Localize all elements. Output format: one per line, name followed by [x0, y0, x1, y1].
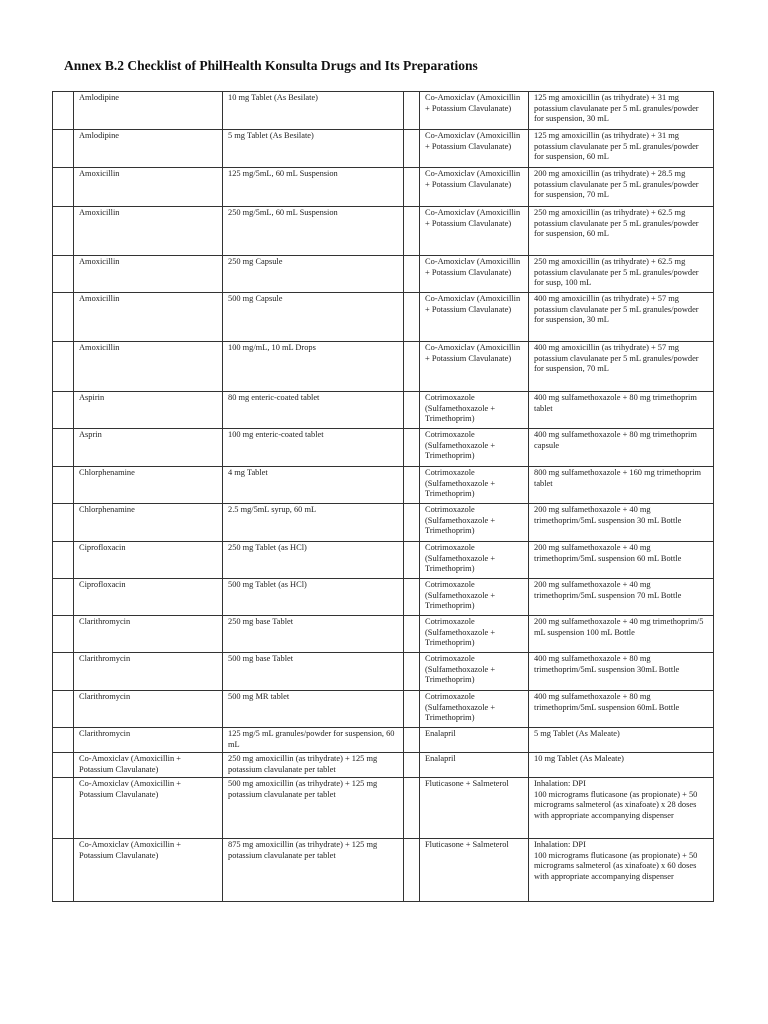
checkbox-cell [53, 168, 74, 207]
table-row [53, 392, 714, 429]
drug-name-cell: Enalapril [420, 728, 529, 753]
checkbox-cell [53, 293, 74, 342]
checkbox-cell [404, 467, 420, 504]
checkbox-cell [53, 92, 74, 130]
drug-preparation-cell: 250 mg amoxicillin (as trihydrate) + 62.5 mg potassium clavulanate per 5 mL granules/powder for susp, 100 mL [529, 256, 714, 293]
checkbox-cell [404, 256, 420, 293]
drug-name-cell: Amoxicillin [74, 207, 223, 256]
drug-preparation-cell: 5 mg Tablet (As Maleate) [529, 728, 714, 753]
drug-preparation-cell: 400 mg sulfamethoxazole + 80 mg trimethoprim capsule [529, 429, 714, 467]
drug-preparation-cell: 200 mg sulfamethoxazole + 40 mg trimethoprim/5mL suspension 30 mL Bottle [529, 504, 714, 542]
checkbox-cell [404, 616, 420, 653]
drug-name-cell: Cotrimoxazole (Sulfamethoxazole + Trimethoprim) [420, 429, 529, 467]
table-row [53, 168, 714, 207]
drug-name-cell: Ciprofloxacin [74, 542, 223, 579]
drug-name-cell: Co-Amoxiclav (Amoxicillin + Potassium Clavulanate) [74, 778, 223, 839]
drug-name-cell: Asprin [74, 429, 223, 467]
drug-preparation-cell: 125 mg/5 mL granules/powder for suspension, 60 mL [223, 728, 404, 753]
drug-preparation-cell: 200 mg sulfamethoxazole + 40 mg trimethoprim/5mL suspension 60 mL Bottle [529, 542, 714, 579]
drug-name-cell: Amoxicillin [74, 342, 223, 392]
drug-preparation-cell: 100 mg/mL, 10 mL Drops [223, 342, 404, 392]
drug-preparation-cell: 250 mg Capsule [223, 256, 404, 293]
checkbox-cell [404, 168, 420, 207]
table-row [53, 207, 714, 256]
drug-name-cell: Co-Amoxiclav (Amoxicillin + Potassium Clavulanate) [420, 92, 529, 130]
drug-name-cell: Co-Amoxiclav (Amoxicillin + Potassium Clavulanate) [420, 293, 529, 342]
checkbox-cell [53, 753, 74, 778]
drug-preparation-cell: 875 mg amoxicillin (as trihydrate) + 125 mg potassium clavulanate per tablet [223, 839, 404, 902]
checkbox-cell [53, 839, 74, 902]
checkbox-cell [53, 778, 74, 839]
drug-name-cell: Co-Amoxiclav (Amoxicillin + Potassium Clavulanate) [420, 207, 529, 256]
drug-preparation-cell: 125 mg/5mL, 60 mL Suspension [223, 168, 404, 207]
table-row [53, 342, 714, 392]
table-row [53, 653, 714, 691]
table-row [53, 542, 714, 579]
drug-preparation-cell: 250 mg Tablet (as HCl) [223, 542, 404, 579]
drug-name-cell: Chlorphenamine [74, 467, 223, 504]
drug-checklist-table [52, 91, 714, 902]
checkbox-cell [53, 691, 74, 728]
checkbox-cell [404, 92, 420, 130]
checkbox-cell [53, 429, 74, 467]
drug-name-cell: Co-Amoxiclav (Amoxicillin + Potassium Clavulanate) [74, 839, 223, 902]
checkbox-cell [404, 293, 420, 342]
checkbox-cell [404, 839, 420, 902]
checkbox-cell [53, 207, 74, 256]
drug-preparation-cell: 250 mg amoxicillin (as trihydrate) + 62.5 mg potassium clavulanate per 5 mL granules/powder for suspension, 60 mL [529, 207, 714, 256]
checkbox-cell [53, 130, 74, 168]
drug-preparation-cell: 250 mg amoxicillin (as trihydrate) + 125 mg potassium clavulanate per tablet [223, 753, 404, 778]
checkbox-cell [53, 616, 74, 653]
table-row [53, 429, 714, 467]
drug-preparation-cell: 400 mg sulfamethoxazole + 80 mg trimethoprim/5mL suspension 30mL Bottle [529, 653, 714, 691]
drug-preparation-cell: 400 mg sulfamethoxazole + 80 mg trimethoprim/5mL suspension 60mL Bottle [529, 691, 714, 728]
checkbox-cell [404, 342, 420, 392]
drug-name-cell: Co-Amoxiclav (Amoxicillin + Potassium Clavulanate) [420, 256, 529, 293]
drug-preparation-cell: 250 mg/5mL, 60 mL Suspension [223, 207, 404, 256]
drug-name-cell: Aspirin [74, 392, 223, 429]
drug-name-cell: Clarithromycin [74, 728, 223, 753]
drug-name-cell: Cotrimoxazole (Sulfamethoxazole + Trimethoprim) [420, 392, 529, 429]
drug-preparation-cell: 500 mg Capsule [223, 293, 404, 342]
drug-name-cell: Cotrimoxazole (Sulfamethoxazole + Trimethoprim) [420, 691, 529, 728]
checkbox-cell [404, 504, 420, 542]
checkbox-cell [404, 728, 420, 753]
drug-name-cell: Cotrimoxazole (Sulfamethoxazole + Trimethoprim) [420, 616, 529, 653]
checkbox-cell [53, 392, 74, 429]
table-row [53, 130, 714, 168]
drug-name-cell: Amoxicillin [74, 256, 223, 293]
checkbox-cell [404, 429, 420, 467]
table-row [53, 691, 714, 728]
drug-name-cell: Enalapril [420, 753, 529, 778]
checkbox-cell [53, 342, 74, 392]
checkbox-cell [404, 691, 420, 728]
checkbox-cell [53, 467, 74, 504]
checkbox-cell [404, 542, 420, 579]
drug-preparation-cell: 800 mg sulfamethoxazole + 160 mg trimethoprim tablet [529, 467, 714, 504]
table-row [53, 579, 714, 616]
checkbox-cell [53, 579, 74, 616]
checkbox-cell [53, 256, 74, 293]
drug-name-cell: Cotrimoxazole (Sulfamethoxazole + Trimethoprim) [420, 467, 529, 504]
checkbox-cell [404, 207, 420, 256]
checkbox-cell [53, 653, 74, 691]
drug-preparation-cell: 10 mg Tablet (As Maleate) [529, 753, 714, 778]
checkbox-cell [404, 653, 420, 691]
table-row [53, 778, 714, 839]
table-row [53, 839, 714, 902]
drug-name-cell: Co-Amoxiclav (Amoxicillin + Potassium Clavulanate) [420, 130, 529, 168]
drug-name-cell: Clarithromycin [74, 691, 223, 728]
drug-preparation-cell: 100 mg enteric-coated tablet [223, 429, 404, 467]
table-row [53, 728, 714, 753]
drug-preparation-cell: Inhalation: DPI 100 micrograms fluticasone (as propionate) + 50 micrograms salmeterol (as xinafoate) x 28 doses with appropriate accompanying dispenser [529, 778, 714, 839]
table-row [53, 256, 714, 293]
drug-name-cell: Amlodipine [74, 92, 223, 130]
drug-preparation-cell: 250 mg base Tablet [223, 616, 404, 653]
checkbox-cell [404, 130, 420, 168]
checkbox-cell [404, 753, 420, 778]
drug-name-cell: Fluticasone + Salmeterol [420, 839, 529, 902]
checkbox-cell [53, 504, 74, 542]
table-row [53, 504, 714, 542]
drug-preparation-cell: 500 mg MR tablet [223, 691, 404, 728]
drug-preparation-cell: 200 mg sulfamethoxazole + 40 mg trimethoprim/5mL suspension 70 mL Bottle [529, 579, 714, 616]
checkbox-cell [404, 579, 420, 616]
drug-preparation-cell: 10 mg Tablet (As Besilate) [223, 92, 404, 130]
drug-name-cell: Fluticasone + Salmeterol [420, 778, 529, 839]
table-row [53, 467, 714, 504]
drug-name-cell: Cotrimoxazole (Sulfamethoxazole + Trimethoprim) [420, 542, 529, 579]
table-row [53, 616, 714, 653]
checkbox-cell [404, 392, 420, 429]
checkbox-cell [53, 728, 74, 753]
drug-name-cell: Clarithromycin [74, 653, 223, 691]
drug-preparation-cell: 200 mg amoxicillin (as trihydrate) + 28.5 mg potassium clavulanate per 5 mL granules/powder for suspension, 70 mL [529, 168, 714, 207]
drug-name-cell: Amoxicillin [74, 293, 223, 342]
table-row [53, 92, 714, 130]
checkbox-cell [404, 778, 420, 839]
drug-preparation-cell: 200 mg sulfamethoxazole + 40 mg trimethoprim/5 mL suspension 100 mL Bottle [529, 616, 714, 653]
drug-name-cell: Cotrimoxazole (Sulfamethoxazole + Trimethoprim) [420, 579, 529, 616]
drug-name-cell: Chlorphenamine [74, 504, 223, 542]
drug-preparation-cell: 80 mg enteric-coated tablet [223, 392, 404, 429]
drug-name-cell: Cotrimoxazole (Sulfamethoxazole + Trimethoprim) [420, 653, 529, 691]
drug-preparation-cell: 2.5 mg/5mL syrup, 60 mL [223, 504, 404, 542]
drug-name-cell: Clarithromycin [74, 616, 223, 653]
drug-preparation-cell: 4 mg Tablet [223, 467, 404, 504]
drug-preparation-cell: 500 mg amoxicillin (as trihydrate) + 125 mg potassium clavulanate per tablet [223, 778, 404, 839]
drug-preparation-cell: 5 mg Tablet (As Besilate) [223, 130, 404, 168]
page-title: Annex B.2 Checklist of PhilHealth Konsulta Drugs and Its Preparations [64, 58, 478, 73]
drug-preparation-cell: 400 mg amoxicillin (as trihydrate) + 57 mg potassium clavulanate per 5 mL granules/powder for suspension, 70 mL [529, 342, 714, 392]
drug-preparation-cell: 125 mg amoxicillin (as trihydrate) + 31 mg potassium clavulanate per 5 mL granules/powder for suspension, 30 mL [529, 92, 714, 130]
drug-preparation-cell: 500 mg base Tablet [223, 653, 404, 691]
drug-preparation-cell: Inhalation: DPI 100 micrograms fluticasone (as propionate) + 50 micrograms salmeterol (as xinafoate) x 60 doses with appropriate accompanying dispenser [529, 839, 714, 902]
drug-name-cell: Amoxicillin [74, 168, 223, 207]
drug-preparation-cell: 400 mg amoxicillin (as trihydrate) + 57 mg potassium clavulanate per 5 mL granules/powder for suspension, 30 mL [529, 293, 714, 342]
drug-name-cell: Co-Amoxiclav (Amoxicillin + Potassium Clavulanate) [420, 342, 529, 392]
drug-name-cell: Cotrimoxazole (Sulfamethoxazole + Trimethoprim) [420, 504, 529, 542]
drug-name-cell: Amlodipine [74, 130, 223, 168]
checkbox-cell [53, 542, 74, 579]
drug-preparation-cell: 500 mg Tablet (as HCl) [223, 579, 404, 616]
table-row [53, 293, 714, 342]
drug-name-cell: Co-Amoxiclav (Amoxicillin + Potassium Clavulanate) [74, 753, 223, 778]
drug-name-cell: Ciprofloxacin [74, 579, 223, 616]
drug-name-cell: Co-Amoxiclav (Amoxicillin + Potassium Clavulanate) [420, 168, 529, 207]
drug-preparation-cell: 125 mg amoxicillin (as trihydrate) + 31 mg potassium clavulanate per 5 mL granules/powder for suspension, 60 mL [529, 130, 714, 168]
drug-preparation-cell: 400 mg sulfamethoxazole + 80 mg trimethoprim tablet [529, 392, 714, 429]
table-row [53, 753, 714, 778]
